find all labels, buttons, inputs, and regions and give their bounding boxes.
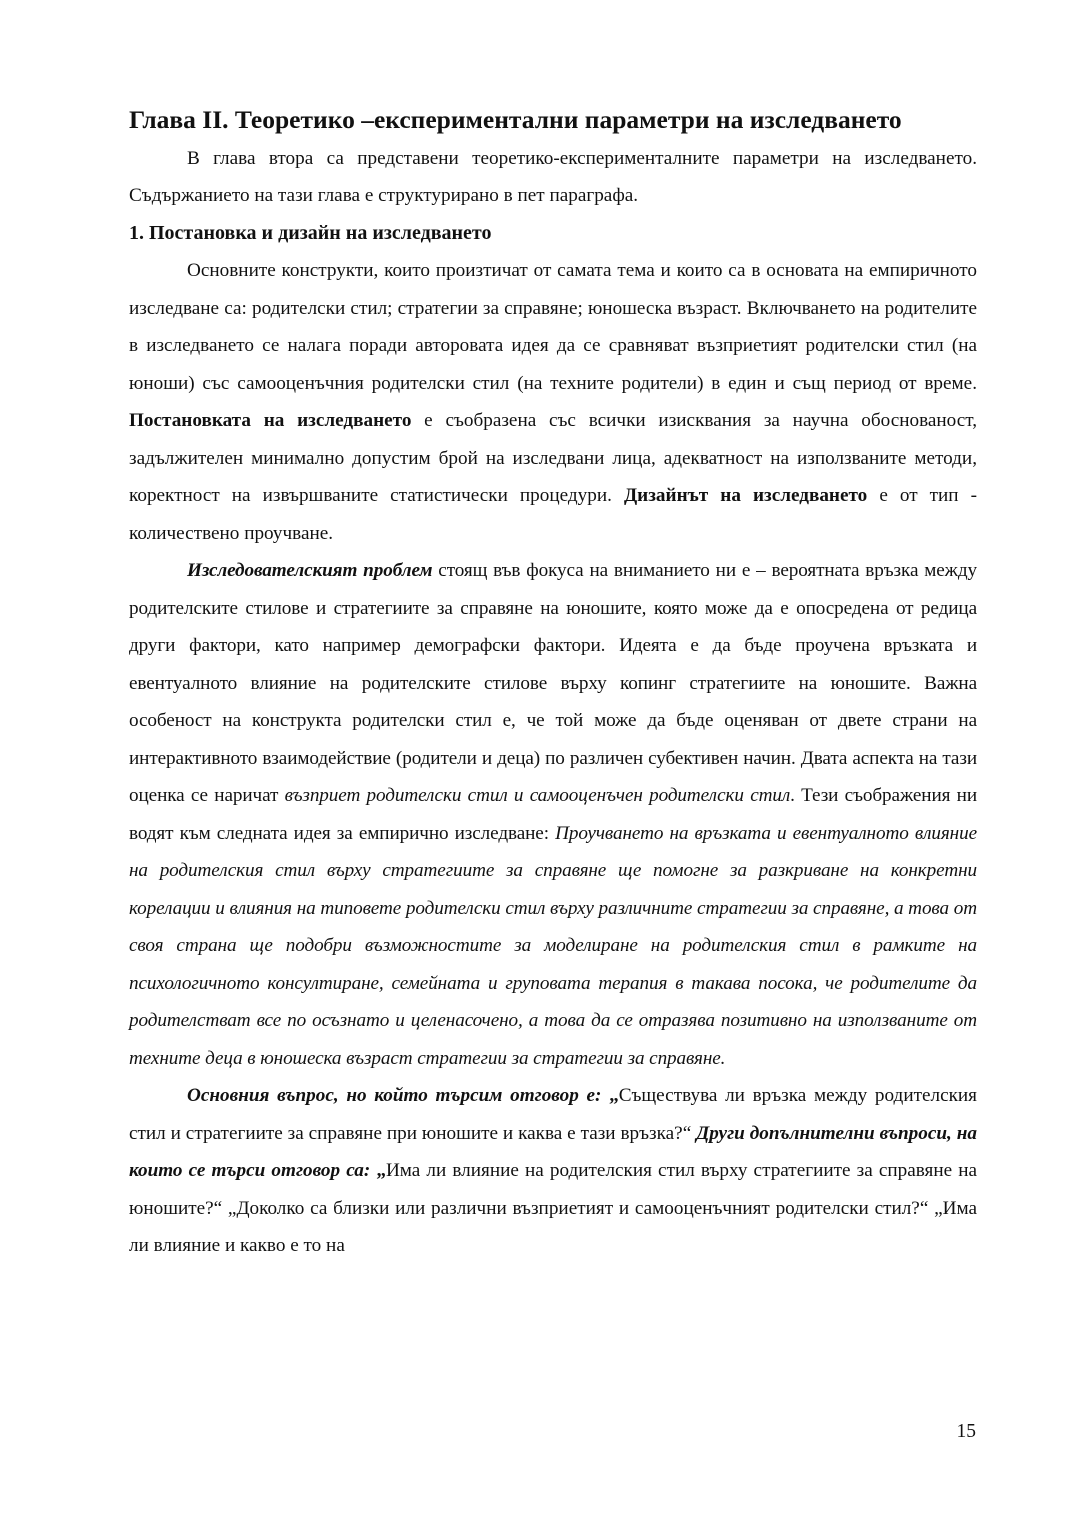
bold-italic-term: Други допълнителни въпроси, на които се търси отговор са:: [129, 1122, 977, 1181]
section-heading: 1. Постановка и дизайн на изследването: [129, 222, 492, 244]
paragraph-constructs: [129, 252, 977, 552]
document-page: [129, 100, 977, 1265]
bold-italic-term: Изследователският проблем: [187, 560, 433, 581]
paragraph-research-problem: [129, 552, 977, 1077]
paragraph-text: стоящ във фокуса на вниманието ни е – вероятната връзка между родителските стилове и стратегиите за справяне на юношите, която може да е опосредена от редица други фактори, като например демографски фактори. Идеята е да бъде проучена връзката и евентуалното влияние на родителските стилове върху копинг стратегиите на юношите. Важна особеност на конструкта родителски стил е, че той може да бъде оценяван от двете страни на интерактивното взаимодействие (родители и деца) по различен субективен начин. Двата аспекта на тази оценка се наричат: [129, 560, 977, 806]
intro-paragraph: В глава втора са представени теоретико-експерименталните параметри на изследването. Съдържанието на тази глава е структурирано в пет параграфа.: [129, 148, 977, 206]
italic-term: възприет родителски стил и самооценъчен родителски стил: [284, 785, 791, 806]
bold-term: Дизайнът на изследването: [623, 485, 868, 506]
paragraph-research-questions: [129, 1077, 977, 1265]
bold-quote-mark: „: [376, 1160, 386, 1181]
bold-quote-mark: „: [609, 1085, 619, 1106]
chapter-title: Глава II. Теоретико –експериментални параметри на изследването: [129, 105, 902, 134]
paragraph-text: . Тези съображения ни водят към следната идея за емпирично изследване:: [129, 785, 977, 844]
paragraph-text: е от тип - количествено проучване.: [129, 485, 977, 544]
page-number: 15: [956, 1421, 976, 1442]
paragraph-text: Основните конструкти, които произтичат от самата тема и които са в основата на емпиричното изследване са: родителски стил; стратегии за справяне; юношеска възраст. Включването на родителите в изследването се налага поради авторовата идея да се сравняват възприетият родителски стил (на юноши) със самооценъчния родителски стил (на техните родители) в един и същ период от време.: [129, 260, 977, 394]
paragraph-text: Съществува ли връзка между родителския стил и стратегиите за справяне при юношите и каква е тази връзка?“: [129, 1085, 977, 1144]
italic-hypothesis: Проучването на връзката и евентуалното влияние на родителския стил върху стратегиите за справяне ще помогне за разкриване на конкретни корелации и влияния на типовете родителски стил върху различните стратегии за справяне, а това от своя страна ще подобри възможностите за моделиране на родителския стил в рамките на психологичното консултиране, семейната и груповата терапия в такава посока, че родителите да родителстват все по осъзнато и целенасочено, а това да се отразява позитивно на използваните от техните деца в юношеска възраст стратегии за стратегии за справяне.: [129, 822, 977, 1069]
paragraph-text: е съобразена със всички изисквания за научна обоснованост, задължителен минимално допустим брой на изследвани лица, адекватност на използваните методи, коректност на извършваните статистически процедури.: [129, 410, 977, 506]
paragraph-text: Има ли влияние на родителския стил върху стратегиите за справяне на юношите?“ „Доколко са близки или различни възприетият и самооценъчният родителски стил?“ „Има ли влияние и какво е то на: [129, 1160, 978, 1256]
bold-term: Постановката на изследването: [129, 410, 412, 431]
bold-italic-term: Основния въпрос, но който търсим отговор е:: [187, 1085, 610, 1106]
